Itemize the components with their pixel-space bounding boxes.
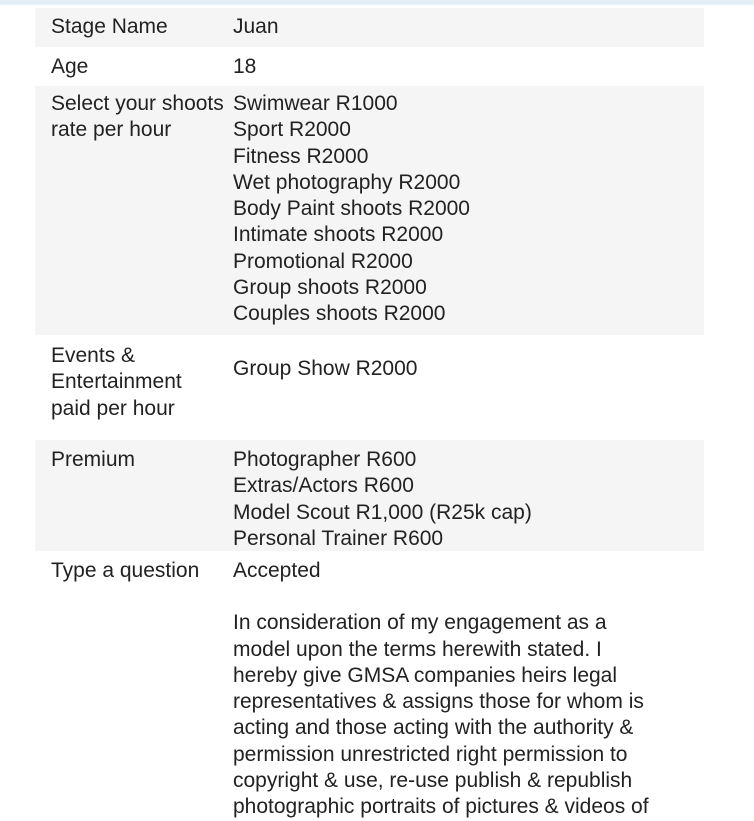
table-row-shoots-rate [35,86,704,335]
list-item: Intimate shoots R2000 [233,223,444,247]
consent-line: In consideration of my engagement as a [233,611,607,635]
shoots-rate-label-line: Select your shoots [51,92,224,115]
list-item: Promotional R2000 [233,249,413,273]
events-label-line: paid per hour [51,396,175,420]
list-item: Couples shoots R2000 [233,302,446,326]
list-item: Body Paint shoots R2000 [233,197,470,221]
list-item: Model Scout R1,000 (R25k cap) [233,500,532,524]
consent-line: copyright & use, re-use publish & republish [233,769,633,793]
consent-line: hereby give GMSA companies heirs legal [233,663,618,687]
question-label: Type a question [51,559,200,582]
list-item: Swimwear R1000 [233,92,398,115]
events-value [233,343,704,440]
age-label: Age [51,55,89,78]
shoots-rate-label-line: rate per hour [51,118,172,142]
premium-list [233,447,704,551]
table-row-question [35,551,704,819]
events-label [35,343,233,440]
shoots-rate-list [233,91,704,335]
consent-line: model upon the terms herewith stated. I [233,637,602,661]
question-value [233,558,704,819]
table-row-age [35,47,704,86]
list-item: Fitness R2000 [233,144,369,168]
events-label-line: Entertainment [51,370,182,394]
premium-label: Premium [51,448,136,471]
question-status: Accepted [233,559,321,582]
table-row-events [35,335,704,440]
consent-line: photographic portraits of pictures & videos of [233,795,649,819]
submission-details-table [35,8,704,819]
list-item: Personal Trainer R600 [233,526,444,550]
consent-line: representatives & assigns those for whom is [233,690,644,714]
top-divider [0,0,754,5]
consent-line: permission unrestricted right permission to [233,742,628,766]
events-value-text: Group Show R2000 [233,357,418,380]
shoots-rate-label [35,91,233,335]
age-value: 18 [233,55,257,78]
stage-name-value: Juan [233,15,279,38]
list-item: Group shoots R2000 [233,276,427,300]
stage-name-label: Stage Name [51,15,168,38]
table-row-premium [35,440,704,551]
list-item: Sport R2000 [233,118,351,142]
consent-text [233,610,696,820]
table-row-stage-name [35,8,704,47]
list-item: Extras/Actors R600 [233,474,414,498]
events-label-line: Events & [51,344,136,367]
list-item: Photographer R600 [233,448,417,471]
list-item: Wet photography R2000 [233,170,461,194]
consent-line: acting and those acting with the authority & [233,716,634,740]
